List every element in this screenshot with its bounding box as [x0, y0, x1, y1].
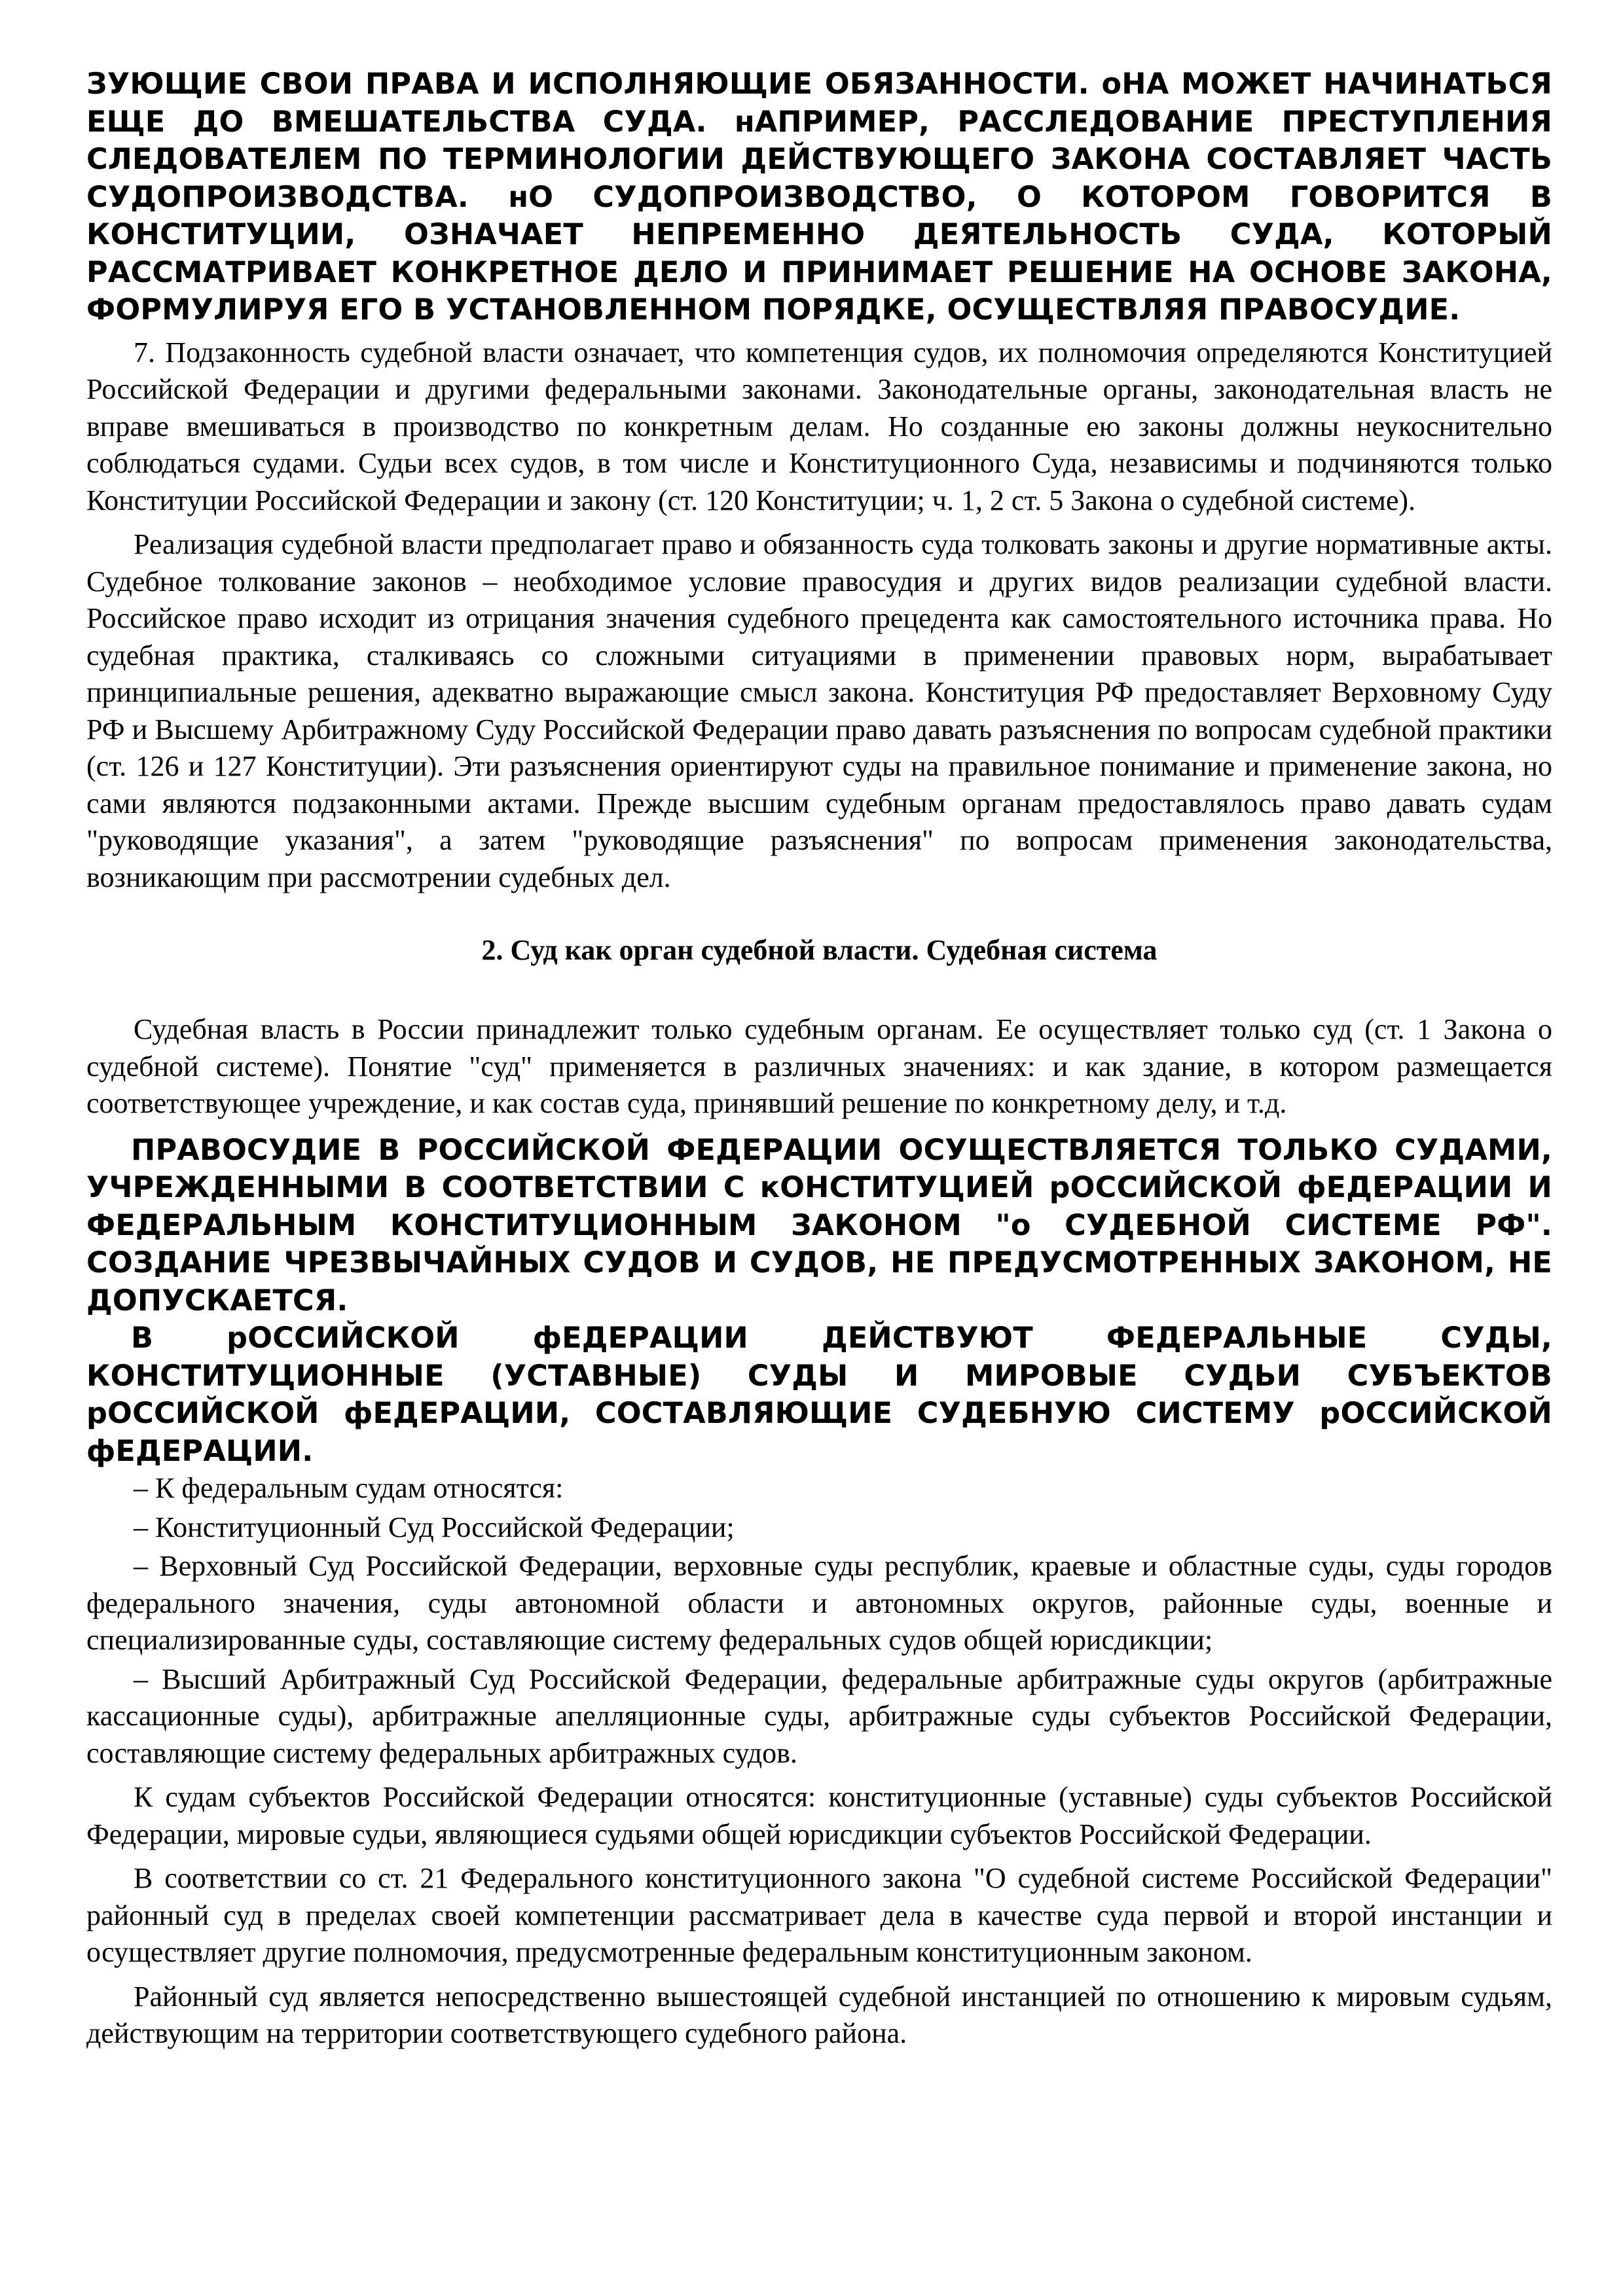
paragraph-judicial-power: Судебная власть в России принадлежит только судебным органам. Ее осуществляет только суд (ст. 1 Закона о судебной системе). Понятие "суд" применяется в различных значениях: и как здание, в котором размещается соответствующее учреждение, и как состав суда, принявший решение по конкретному делу, и т.д.	[86, 1013, 1552, 1119]
list-item: – Высший Арбитражный Суд Российской Федерации, федеральные арбитражные суды округов (арбитражные кассационные суды), арбитражные апелляционные суды, арбитражные суды субъектов Российской Федерации, составляющие систему федеральных арбитражных судов.	[86, 1662, 1552, 1769]
bold-caps-block-3: В рОССИЙСКОЙ фЕДЕРАЦИИ ДЕЙСТВУЮТ ФЕДЕРАЛЬНЫЕ СУДЫ, КОНСТИТУЦИОННЫЕ (УСТАВНЫЕ) СУДЫ И МИРОВЫЕ СУДЬИ СУБЪЕКТОВ рОССИЙСКОЙ фЕДЕРАЦИИ, СОСТАВЛЯЮЩИЕ СУДЕБНУЮ СИСТЕМУ рОССИЙСКОЙ фЕДЕРАЦИИ.	[86, 1321, 1552, 1468]
bold-caps-block-2: ПРАВОСУДИЕ В РОССИЙСКОЙ ФЕДЕРАЦИИ ОСУЩЕСТВЛЯЕТСЯ ТОЛЬКО СУДАМИ, УЧРЕЖДЕННЫМИ В СООТВЕТСТВИИ С кОНСТИТУЦИЕЙ рОССИЙСКОЙ фЕДЕРАЦИИ И ФЕДЕРАЛЬНЫМ КОНСТИТУЦИОННЫМ ЗАКОНОМ "о СУДЕБНОЙ СИСТЕМЕ РФ". СОЗДАНИЕ ЧРЕЗВЫЧАЙНЫХ СУДОВ И СУДОВ, НЕ ПРЕДУСМОТРЕННЫХ ЗАКОНОМ, НЕ ДОПУСКАЕТСЯ.	[86, 1133, 1552, 1318]
list-item: – Верховный Суд Российской Федерации, верховные суды республик, краевые и областные суды, суды городов федерального значения, суды автономной области и автономных округов, районные суды, военные и специализированные суды, составляющие систему федеральных судов общей юрисдикции;	[86, 1550, 1552, 1656]
paragraph-subject-courts: К судам субъектов Российской Федерации относятся: конституционные (уставные) суды субъектов Российской Федерации, мировые судьи, являющиеся судьями общей юрисдикции субъектов Российской Федерации.	[86, 1781, 1552, 1850]
list-item: – Конституционный Суд Российской Федерации;	[134, 1511, 735, 1543]
paragraph-7-subordination: 7. Подзаконность судебной власти означает, что компетенция судов, их полномочия определяются Конституцией Российской Федерации и другими федеральными законами. Законодательные органы, законодательная власть не вправе вмешиваться в производство по конкретным делам. Но созданные ею законы должны неукоснительно соблюдаться судами. Судьи всех судов, в том числе и Конституционного Суда, независимы и подчиняются только Конституции Российской Федерации и закону (ст. 120 Конституции; ч. 1, 2 ст. 5 Закона о судебной системе).	[86, 336, 1552, 516]
list-item: – К федеральным судам относятся:	[134, 1472, 564, 1504]
paragraph-district-court: Районный суд является непосредственно вышестоящей судебной инстанцией по отношению к мировым судьям, действующим на территории соответствующего судебного района.	[86, 1980, 1552, 2049]
paragraph-article-21: В соответствии со ст. 21 Федерального конституционного закона "О судебной системе Российской Федерации" районный суд в пределах своей компетенции рассматривает дела в качестве суда первой и второй инстанции и осуществляет другие полномочия, предусмотренные федеральным конституционным законом.	[86, 1862, 1552, 1968]
bold-caps-block-1: ЗУЮЩИЕ СВОИ ПРАВА И ИСПОЛНЯЮЩИЕ ОБЯЗАННОСТИ. оНА МОЖЕТ НАЧИНАТЬСЯ ЕЩЕ ДО ВМЕШАТЕЛЬСТВА СУДА. нАПРИМЕР, РАССЛЕДОВАНИЕ ПРЕСТУПЛЕНИЯ СЛЕДОВАТЕЛЕМ ПО ТЕРМИНОЛОГИИ ДЕЙСТВУЮЩЕГО ЗАКОНА СОСТАВЛЯЕТ ЧАСТЬ СУДОПРОИЗВОДСТВА. нО СУДОПРОИЗВОДСТВО, О КОТОРОМ ГОВОРИТСЯ В КОНСТИТУЦИИ, ОЗНАЧАЕТ НЕПРЕМЕННО ДЕЯТЕЛЬНОСТЬ СУДА, КОТОРЫЙ РАССМАТРИВАЕТ КОНКРЕТНОЕ ДЕЛО И ПРИНИМАЕТ РЕШЕНИЕ НА ОСНОВЕ ЗАКОНА, ФОРМУЛИРУЯ ЕГО В УСТАНОВЛЕННОМ ПОРЯДКЕ, ОСУЩЕСТВЛЯЯ ПРАВОСУДИЕ.	[86, 67, 1552, 327]
paragraph-judicial-interpretation: Реализация судебной власти предполагает право и обязанность суда толковать законы и другие нормативные акты. Судебное толкование законов – необходимое условие правосудия и других видов реализации судебной власти. Российское право исходит из отрицания значения судебного прецедента как самостоятельного источника права. Но судебная практика, сталкиваясь со сложными ситуациями в применении правовых норм, вырабатывает принципиальные решения, адекватно выражающие смысл закона. Конституция РФ предоставляет Верховному Суду РФ и Высшему Арбитражному Суду Российской Федерации право давать разъяснения по вопросам судебной практики (ст. 126 и 127 Конституции). Эти разъяснения ориентируют суды на правильное понимание и применение закона, но сами являются подзаконными актами. Прежде высшим судебным органам предоставлялось право давать судам "руководящие указания", а затем "руководящие разъяснения" по вопросам применения законодательства, возникающим при рассмотрении судебных дел.	[86, 528, 1552, 893]
section-heading: 2. Суд как орган судебной власти. Судебная система	[481, 934, 1158, 966]
